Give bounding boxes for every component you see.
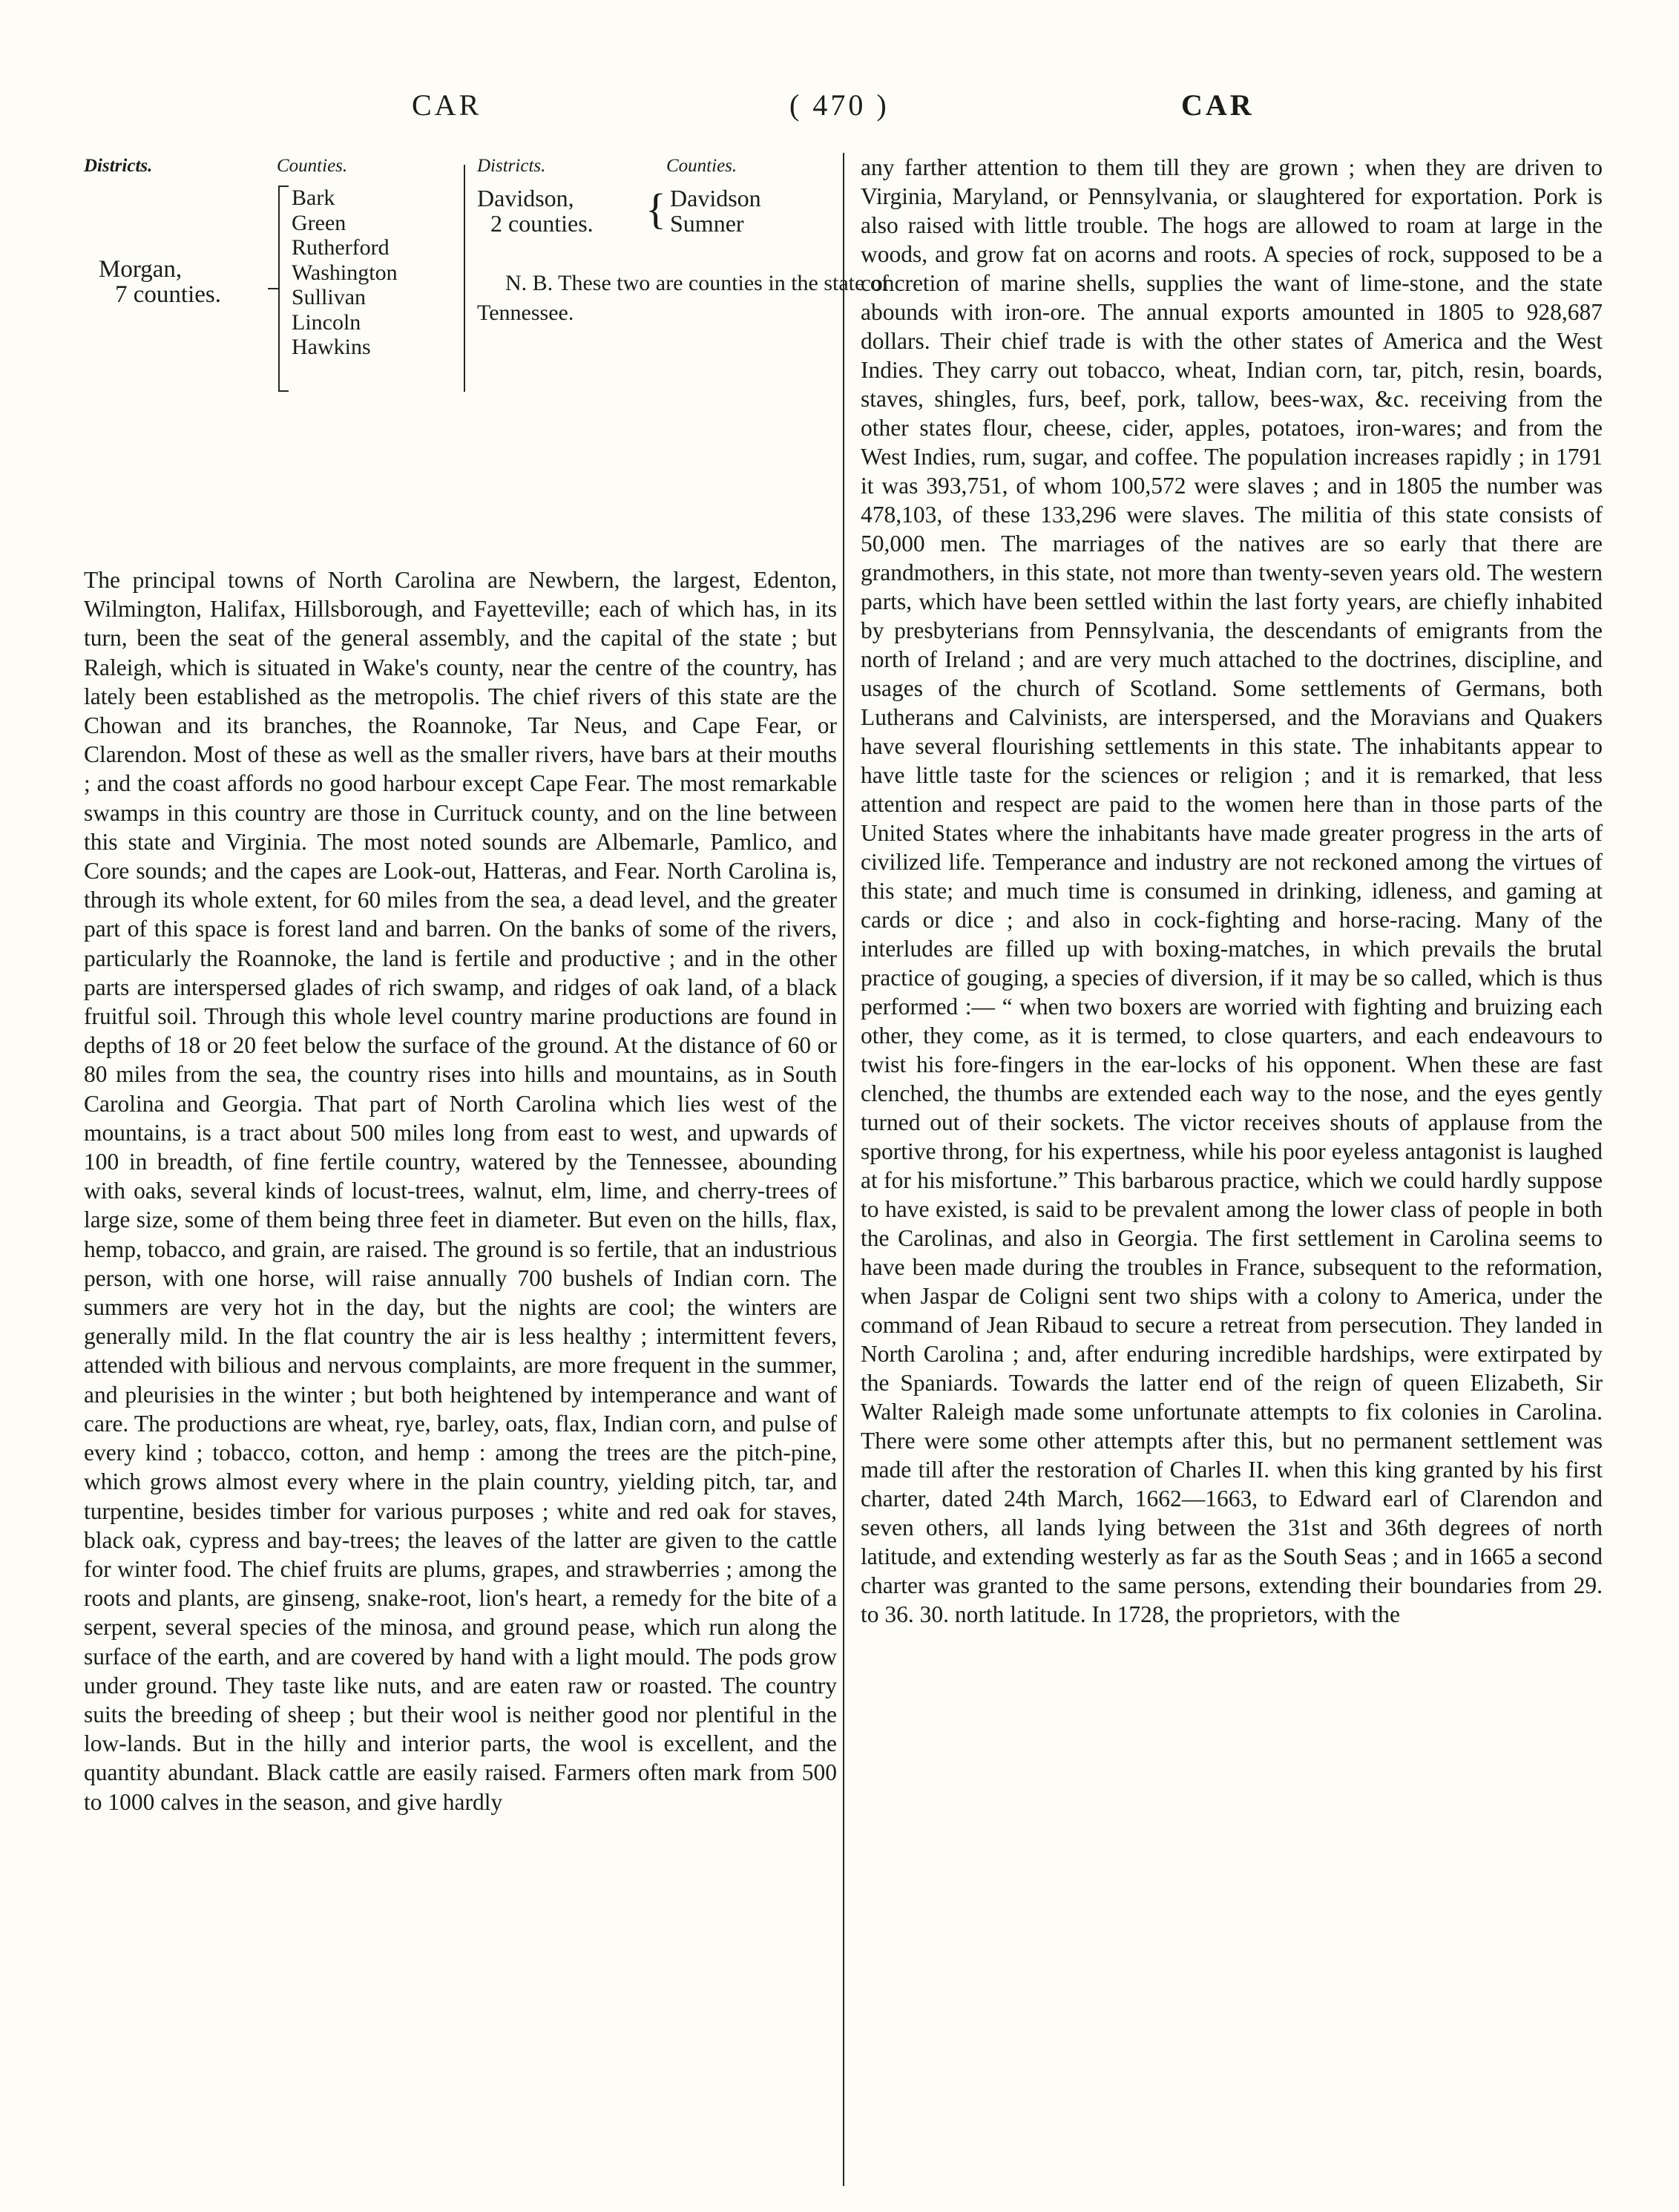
- district-morgan: [99, 257, 221, 307]
- left-column: [84, 156, 889, 1816]
- districts-table: [84, 156, 889, 393]
- district-count: 7 counties.: [115, 281, 221, 308]
- county: Lincoln: [292, 309, 361, 335]
- county: Green: [292, 210, 346, 235]
- district-name: Davidson,: [477, 185, 574, 211]
- table-divider: [464, 165, 465, 392]
- morgan-county-list: [292, 186, 398, 360]
- county: Bark: [292, 186, 335, 210]
- county: Sumner: [670, 210, 744, 237]
- county: Washington: [292, 260, 398, 285]
- running-header: [0, 88, 1679, 132]
- bracket-morgan: [278, 186, 289, 392]
- column-divider: [843, 153, 844, 2186]
- county: Sullivan: [292, 285, 367, 309]
- county: Davidson: [670, 185, 761, 211]
- header-districts-2: Districts.: [477, 156, 546, 176]
- header-counties-2: Counties.: [666, 156, 737, 176]
- header-left: CAR: [412, 88, 482, 122]
- header-counties: Counties.: [277, 156, 348, 176]
- header-districts: Districts.: [84, 156, 153, 176]
- district-name: Morgan,: [99, 256, 183, 283]
- district-davidson: [477, 186, 594, 236]
- header-right: CAR: [1181, 88, 1255, 122]
- left-body-text: The principal towns of North Carolina are Newbern, the largest, Edenton, Wilmington, Halifax, Hillsborough, and Fayetteville; each of which has, in its turn, been the seat of the general assembly, and the capital of the state ; but Raleigh, which is situated in Wake's county, near the centre of the country, has lately been established as the metropolis. The chief rivers of this state are the Chowan and its branches, the Roannoke, Tar Neus, and Cape Fear, or Clarendon. Most of these as well as the smaller rivers, have bars at their mouths ; and the coast affords no good harbour except Cape Fear. The most remarkable swamps in this country are those in Currituck county, and on the line between this state and Virginia. The most noted sounds are Albemarle, Pamlico, and Core sounds; and the capes are Look-out, Hatteras, and Fear. North Carolina is, through its whole extent, for 60 miles from the sea, a dead level, and the greater part of this space is forest land and barren. On the banks of some of the rivers, particularly the Roannoke, the land is fertile and productive ; and in the other parts are interspersed glades of rich swamp, and ridges of oak land, of a black fruitful soil. Through this whole level country marine productions are found in depths of 18 or 20 feet below the surface of the ground. At the distance of 60 or 80 miles from the sea, the country rises into hills and mountains, as in South Carolina and Georgia. That part of North Carolina which lies west of the mountains, is a tract about 500 miles long from east to west, and upwards of 100 in breadth, of fine fertile country, watered by the Tennessee, abounding with oaks, several kinds of locust-trees, walnut, elm, lime, and cherry-trees of large size, some of them being three feet in diameter. But even on the hills, flax, hemp, tobacco, and grain, are raised. The ground is so fertile, that an industrious person, with one horse, will raise annually 700 bushels of Indian corn. The summers are very hot in the day, but the nights are cool; the winters are generally mild. In the flat country the air is less healthy ; intermittent fevers, attended with bilious and nervous complaints, are more frequent in the summer, and pleurisies in the winter ; but both heightened by intemperance and want of care. The productions are wheat, rye, barley, oats, flax, Indian corn, and pulse of every kind ; tobacco, cotton, and hemp : among the trees are the pitch-pine, which grows almost every where in the plain country, yielding pitch, tar, and turpentine, besides timber for various purposes ; white and red oak for staves, black oak, cypress and bay-trees; the leaves of the latter are given to the cattle for winter food. The chief fruits are plums, grapes, and strawberries ; among the roots and plants, are ginseng, snake-root, lion's heart, a remedy for the bite of a serpent, several species of the minosa, and ground pease, which run along the surface of the earth, and are covered by hand with a light mould. The pods grow under ground. They taste like nuts, and are eaten raw or roasted. The country suits the breeding of sheep ; but their wool is neither good nor plentiful in the low-lands. But in the hilly and interior parts, the wool is excellent, and the quantity abundant. Black cattle are easily raised. Farmers often mark from 500 to 1000 calves in the season, and give hardly: [84, 567, 837, 1815]
- tennessee-note: N. B. These two are counties in the state of Tennessee.: [477, 271, 889, 325]
- davidson-county-list: [670, 186, 761, 236]
- district-count: 2 counties.: [490, 210, 594, 237]
- page-number: ( 470 ): [789, 88, 890, 122]
- county: Rutherford: [292, 235, 390, 260]
- county: Hawkins: [292, 335, 371, 359]
- brace-davidson: {: [645, 185, 666, 233]
- right-column: [861, 153, 1603, 1629]
- right-body-text: any farther attention to them till they are grown ; when they are driven to Virginia, Maryland, or Pennsylvania, or slaughtered for exportation. Pork is also raised with little trouble. The hogs are allowed to roam at large in the woods, and grow fat on acorns and roots. A species of rock, supposed to be a concretion of marine shells, supplies the want of lime-stone, and the state abounds with iron-ore. The annual exports amounted in 1805 to 928,687 dollars. Their chief trade is with the other states of America and the West Indies. They carry out tobacco, wheat, Indian corn, tar, pitch, resin, boards, staves, shingles, furs, beef, pork, tallow, bees-wax, &c. receiving from the other states flour, cheese, cider, apples, potatoes, iron-wares; and from the West Indies, rum, sugar, and coffee. The population increases rapidly ; in 1791 it was 393,751, of whom 100,572 were slaves ; and in 1805 the number was 478,103, of these 133,296 were slaves. The militia of this state consists of 50,000 men. The marriages of the natives are so early that there are grandmothers, in this state, not more than twenty-seven years old. The western parts, which have been settled within the last forty years, are chiefly inhabited by presbyterians from Pennsylvania, the descendants of emigrants from the north of Ireland ; and are very much attached to the doctrines, discipline, and usages of the church of Scotland. Some settlements of Germans, both Lutherans and Calvinists, are interspersed, and the Moravians and Quakers have several flourishing settlements in this state. The inhabitants appear to have little taste for the sciences or religion ; and it is remarked, that less attention and respect are paid to the women here than in those parts of the United States where the inhabitants have made greater progress in the arts of civilized life. Temperance and industry are not reckoned among the virtues of this state; and much time is consumed in drinking, idleness, and gaming at cards or dice ; and also in cock-fighting and horse-racing. Many of the interludes are filled up with boxing-matches, in which prevails the brutal practice of gouging, a species of diversion, if it may be so called, which is thus performed :— “ when two boxers are worried with fighting and bruizing each other, they come, as it is termed, to close quarters, and each endeavours to twist his fore-fingers in the ear-locks of his opponent. When these are fast clenched, the thumbs are extended each way to the nose, and the eyes gently turned out of their sockets. The victor receives shouts of applause from the sportive throng, for his expertness, while his poor eyeless antagonist is laughed at for his misfortune.” This barbarous practice, which we could hardly suppose to have existed, is said to be prevalent among the lower class of people in both the Carolinas, and also in Georgia. The first settlement in Carolina seems to have been made during the troubles in France, subsequent to the reformation, when Jaspar de Coligni sent two ships with a colony to America, under the command of Jean Ribaud to secure a retreat from persecution. They landed in North Carolina ; and, after enduring incredible hardships, were extirpated by the Spaniards. Towards the latter end of the reign of queen Elizabeth, Sir Walter Raleigh made some unfortunate attempts to fix colonies in Carolina. There were some other attempts after this, but no permanent settlement was made till after the restoration of Charles II. when this king granted by his first charter, dated 24th March, 1662—1663, to Edward earl of Clarendon and seven others, all lands lying between the 31st and 36th degrees of north latitude, and extending westerly as far as the South Seas ; and in 1665 a second charter was granted to the same persons, extending their boundaries from 29. to 36. 30. north latitude. In 1728, the proprietors, with the: [861, 154, 1603, 1627]
